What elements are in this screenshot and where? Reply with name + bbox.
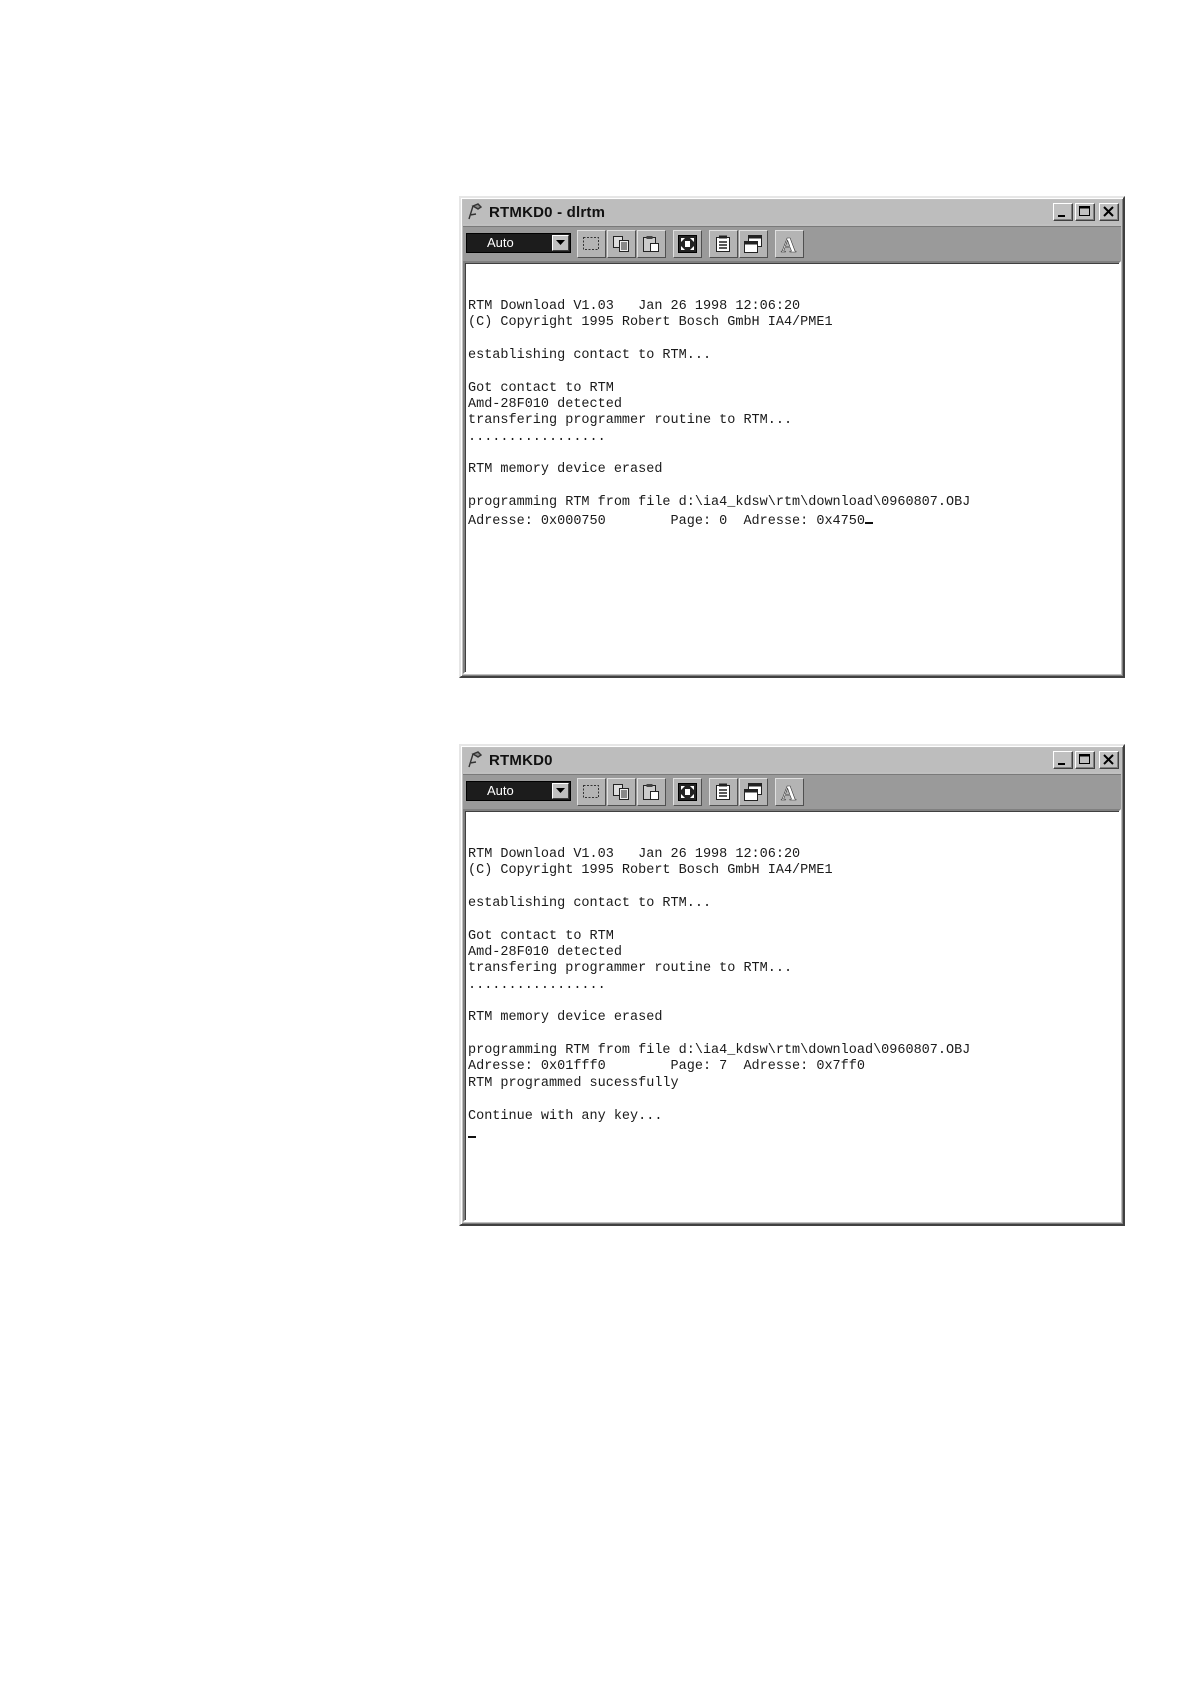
console-line: RTM memory device erased: [468, 462, 663, 478]
background-button[interactable]: [739, 230, 768, 258]
minimize-button[interactable]: [1053, 203, 1073, 221]
app-icon[interactable]: [466, 203, 484, 221]
mode-select[interactable]: [466, 781, 571, 801]
console-line: Continue with any key...: [468, 1108, 663, 1124]
copy-button[interactable]: [607, 230, 636, 258]
paste-icon: [641, 234, 662, 254]
close-button[interactable]: [1099, 203, 1119, 221]
maximize-icon: [1076, 752, 1094, 768]
console-line: programming RTM from file d:\ia4_kdsw\rtm\download\0960807.OBJ: [468, 495, 971, 511]
console-line: Amd-28F010 detected: [468, 945, 622, 961]
toolbar: [463, 226, 1121, 261]
copy-icon: [611, 234, 632, 254]
console-window-download-complete: [459, 744, 1125, 1226]
minimize-icon: [1054, 204, 1072, 220]
mode-select-value: Auto: [487, 235, 514, 250]
console-line: RTM Download V1.03 Jan 26 1998 12:06:20: [468, 299, 801, 314]
console-text: [465, 811, 1119, 1144]
maximize-icon: [1076, 204, 1094, 220]
console-line: (C) Copyright 1995 Robert Bosch GmbH IA4/PME1: [468, 863, 833, 879]
close-button[interactable]: [1099, 751, 1119, 769]
window-title: RTMKD0: [489, 751, 553, 769]
mark-button[interactable]: [577, 778, 606, 806]
console-line: transfering programmer routine to RTM...: [468, 961, 793, 977]
mark-button[interactable]: [577, 230, 606, 258]
console-line: RTM memory device erased: [468, 1010, 663, 1026]
title-bar[interactable]: [463, 200, 1121, 224]
background-icon: [743, 234, 764, 254]
close-icon: [1100, 752, 1118, 768]
background-icon: [743, 782, 764, 802]
font-button[interactable]: [775, 778, 804, 806]
console-line: establishing contact to RTM...: [468, 348, 712, 364]
console-line: (C) Copyright 1995 Robert Bosch GmbH IA4/PME1: [468, 315, 833, 331]
dropdown-arrow-button[interactable]: [552, 235, 569, 251]
console-line: establishing contact to RTM...: [468, 896, 712, 912]
app-icon[interactable]: [466, 751, 484, 769]
console-line: transfering programmer routine to RTM...: [468, 413, 793, 429]
close-icon: [1100, 204, 1118, 220]
minimize-icon: [1054, 752, 1072, 768]
fullscreen-button[interactable]: [673, 230, 702, 258]
properties-icon: [713, 782, 734, 802]
copy-icon: [611, 782, 632, 802]
console-line: RTM programmed sucessfully: [468, 1075, 679, 1091]
console-line: Got contact to RTM: [468, 928, 614, 944]
mode-select[interactable]: [466, 233, 571, 253]
mark-icon: [581, 234, 602, 254]
minimize-button[interactable]: [1053, 751, 1073, 769]
console-line: Got contact to RTM: [468, 380, 614, 396]
fullscreen-icon: [677, 234, 698, 254]
dropdown-arrow-icon: [556, 788, 565, 794]
console-text: [465, 263, 1119, 531]
font-icon: [779, 234, 800, 254]
window-title: RTMKD0 - dlrtm: [489, 203, 606, 221]
maximize-button[interactable]: [1075, 203, 1095, 221]
paste-icon: [641, 782, 662, 802]
font-button[interactable]: [775, 230, 804, 258]
text-cursor: [865, 511, 873, 524]
fullscreen-button[interactable]: [673, 778, 702, 806]
console-window-download-in-progress: [459, 196, 1125, 678]
svg-text:A: A: [781, 234, 797, 254]
console-line: Amd-28F010 detected: [468, 397, 622, 413]
dropdown-arrow-button[interactable]: [552, 783, 569, 799]
console-line: programming RTM from file d:\ia4_kdsw\rtm\download\0960807.OBJ: [468, 1043, 971, 1059]
console-line: Adresse: 0x000750 Page: 0 Adresse: 0x4750: [468, 514, 865, 530]
font-icon: [779, 782, 800, 802]
background-button[interactable]: [739, 778, 768, 806]
mark-icon: [581, 782, 602, 802]
svg-text:A: A: [781, 782, 797, 802]
properties-button[interactable]: [709, 778, 738, 806]
console-line: RTM Download V1.03 Jan 26 1998 12:06:20: [468, 847, 801, 862]
dropdown-arrow-icon: [556, 240, 565, 246]
properties-icon: [713, 234, 734, 254]
paste-button[interactable]: [637, 778, 666, 806]
console-line: Adresse: 0x01fff0 Page: 7 Adresse: 0x7ff0: [468, 1059, 865, 1075]
toolbar: [463, 774, 1121, 809]
mode-select-value: Auto: [487, 783, 514, 798]
maximize-button[interactable]: [1075, 751, 1095, 769]
console-line: .................: [468, 977, 606, 993]
console-output[interactable]: [463, 809, 1121, 1222]
text-cursor: [468, 1125, 476, 1138]
paste-button[interactable]: [637, 230, 666, 258]
console-output[interactable]: [463, 261, 1121, 674]
copy-button[interactable]: [607, 778, 636, 806]
title-bar[interactable]: [463, 748, 1121, 772]
console-line: .................: [468, 429, 606, 445]
fullscreen-icon: [677, 782, 698, 802]
properties-button[interactable]: [709, 230, 738, 258]
